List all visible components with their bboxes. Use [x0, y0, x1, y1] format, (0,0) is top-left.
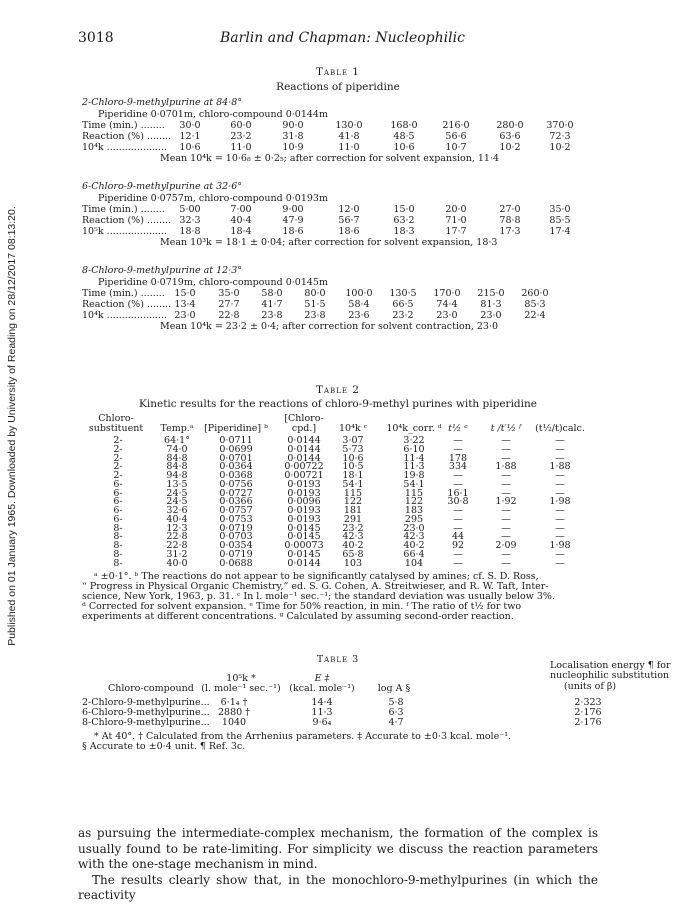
table-cell: 2-Chloro-9-methylpurine... — [82, 697, 210, 708]
table-cell: 6-Chloro-9-methylpurine... — [82, 707, 210, 718]
table-cell: 0·0719 — [219, 548, 253, 560]
table-cell: 183 — [404, 505, 424, 516]
table-cell: 0·0193 — [287, 513, 321, 525]
table-cell: — — [555, 470, 565, 481]
table-cell: 170·0 — [433, 288, 461, 300]
table-cell: 295 — [404, 513, 424, 525]
table-cell: 181 — [343, 505, 363, 516]
table-cell: 10·2 — [499, 141, 521, 153]
table-cell: — — [555, 505, 565, 516]
table-cell: 30·0 — [179, 120, 201, 132]
table-cell: 178 — [448, 452, 468, 464]
table-cell: 11·0 — [338, 141, 360, 153]
table-cell: 23·2 — [342, 522, 364, 534]
table-cell: 2880 † — [218, 707, 250, 718]
row-label: Time (min.) ........ — [82, 120, 165, 132]
table-cell: 66·5 — [392, 298, 414, 310]
block-heading: 8-Chloro-9-methylpurine at 12·3° — [82, 265, 243, 276]
table-cell: 215·0 — [477, 288, 505, 300]
table-cell: 130·5 — [389, 288, 417, 300]
table-cell: — — [555, 557, 565, 569]
table-cell: 10·6 — [179, 141, 201, 153]
table-cell: 31·2 — [166, 548, 188, 560]
block-concentrations: Piperidine 0·0701m, chloro-compound 0·0144m — [98, 109, 328, 121]
table-cell: 85·3 — [524, 298, 546, 310]
table-cell: 1·98 — [549, 540, 571, 551]
table-cell: — — [501, 513, 511, 525]
table-cell: 18·8 — [179, 225, 201, 237]
download-watermark-text: Published on 01 January 1965. Downloaded by University of Reading on 28/12/2017 08:13:20. — [6, 206, 18, 646]
table-cell: 15·0 — [174, 288, 196, 300]
table-cell: 17·4 — [549, 225, 571, 237]
table-cell: 35·0 — [218, 288, 240, 300]
table-cell: 18·6 — [282, 225, 304, 237]
table-cell: 66·4 — [403, 548, 425, 560]
table-cell: 40·0 — [166, 557, 188, 569]
table-cell: 0·0366 — [219, 496, 253, 508]
table-cell: 90·0 — [282, 120, 304, 132]
table-cell: 0·0144 — [287, 452, 321, 464]
table-cell: 122 — [343, 496, 363, 508]
table-cell: 35·0 — [549, 204, 571, 216]
column-header: [Chloro- — [284, 413, 324, 424]
table-cell: 6- — [113, 487, 123, 499]
footnote: experiments at different concentrations. ᵍ Calculated by assuming second-order reaction. — [82, 611, 514, 622]
table-cell: 18·3 — [393, 225, 415, 237]
table-cell: 84·8 — [166, 461, 188, 473]
table-cell: 0·0719 — [219, 522, 253, 534]
table-cell: 0·0688 — [219, 557, 253, 569]
row-label: Reaction (%) ........ — [82, 214, 172, 226]
table-cell: 11·0 — [230, 141, 252, 153]
footnote: ᵈ Corrected for solvent expansion. ᵉ Time for 50% reaction, in min. ᶠ The ratio of t½ for two — [82, 601, 522, 612]
table-cell: 122 — [404, 496, 424, 508]
table-cell: 47·9 — [282, 214, 304, 226]
running-title: Barlin and Chapman: Nucleophilic — [220, 30, 465, 46]
table-cell: 7·00 — [230, 204, 252, 216]
table-cell: — — [555, 548, 565, 560]
table-cell: — — [453, 443, 463, 455]
table-cell: 23·0 — [403, 522, 425, 534]
table-cell: 0·00073 — [284, 540, 324, 551]
column-header: [Piperidine] ᵇ — [204, 423, 268, 434]
table-cell: 17·7 — [445, 225, 467, 237]
table-cell: 1·88 — [495, 461, 517, 473]
table-cell: 51·5 — [304, 298, 326, 310]
table-cell: 63·2 — [393, 214, 415, 226]
table-cell: 22·8 — [218, 309, 240, 321]
table-cell: 2- — [113, 443, 123, 455]
page-number: 3018 — [78, 30, 114, 46]
table-cell: 10·7 — [445, 141, 467, 153]
table-cell: 8- — [113, 531, 123, 543]
column-header: (kcal. mole⁻¹) — [289, 683, 355, 694]
table-cell: 0·0727 — [219, 487, 253, 499]
table-cell: 15·0 — [393, 204, 415, 216]
table-cell: 81·3 — [480, 298, 502, 310]
table-cell: 8-Chloro-9-methylpurine... — [82, 717, 210, 728]
block-concentrations: Piperidine 0·0719m, chloro-compound 0·0145m — [98, 277, 328, 289]
table-cell: 334 — [448, 461, 468, 473]
table-cell: 94·8 — [166, 470, 188, 481]
table-cell: 2·323 — [574, 697, 602, 708]
table-cell: 0·0145 — [287, 531, 321, 543]
table-cell: 10·9 — [282, 141, 304, 153]
table-cell: 41·8 — [338, 130, 360, 142]
table-cell: — — [501, 522, 511, 534]
table-cell: 16·1 — [447, 487, 469, 499]
table-cell: 2- — [113, 461, 123, 473]
table-cell: — — [555, 478, 565, 490]
table-cell: 23·0 — [174, 309, 196, 321]
table-cell: 3·22 — [403, 435, 425, 446]
table-cell: 115 — [343, 487, 363, 499]
table-cell: 18·1 — [342, 470, 364, 481]
block-heading: 6-Chloro-9-methylpurine at 32·6° — [82, 181, 243, 192]
table1-caption: Reactions of piperidine — [276, 81, 400, 93]
table-cell: 6·10 — [403, 443, 425, 455]
table-cell: — — [501, 443, 511, 455]
table-cell: 31·8 — [282, 130, 304, 142]
table-cell: 0·00721 — [284, 470, 324, 481]
row-label: 10⁴k .................... — [82, 309, 168, 321]
table-cell: 280·0 — [496, 120, 524, 132]
footnote: ᵃ ±0·1°. ᵇ The reactions do not appear to be significantly catalysed by amines; cf. S. D. Ross, — [94, 571, 539, 582]
column-header: (units of β) — [563, 681, 617, 692]
table-cell: 8- — [113, 540, 123, 551]
table-cell: — — [453, 470, 463, 481]
table-cell: 100·0 — [345, 288, 373, 300]
table-cell: 1·98 — [549, 496, 571, 508]
table-cell: 56·7 — [338, 214, 360, 226]
table-cell: 11·3 — [403, 461, 425, 473]
table-cell: 32·6 — [166, 505, 188, 516]
column-header: Chloro- — [98, 413, 134, 424]
table-cell: 60·0 — [230, 120, 252, 132]
table-cell: 4·7 — [388, 717, 404, 728]
table-cell: 0·0753 — [219, 513, 253, 525]
table-cell: 41·7 — [261, 298, 283, 310]
table-cell: 44 — [451, 531, 465, 543]
table-cell: — — [501, 557, 511, 569]
table-cell: 23·2 — [392, 309, 414, 321]
table-cell: 0·0703 — [219, 531, 253, 543]
table-cell: 0·0145 — [287, 522, 321, 534]
table-cell: — — [501, 505, 511, 516]
column-header: t½ ᵉ — [448, 423, 468, 434]
table-cell: — — [453, 505, 463, 516]
column-header: 10⁴k_corr. ᵈ — [386, 423, 442, 434]
table-cell: 2- — [113, 470, 123, 481]
table-cell: 40·4 — [166, 513, 188, 525]
table-cell: 1·92 — [495, 496, 517, 508]
table-cell: 72·3 — [549, 130, 571, 142]
row-label: Reaction (%) ........ — [82, 130, 172, 142]
table3-label: Table 3 — [316, 654, 360, 665]
table-cell: 130·0 — [335, 120, 363, 132]
table-cell: 104 — [404, 557, 424, 569]
table-cell: 48·5 — [393, 130, 415, 142]
table-cell: 0·0144 — [287, 435, 321, 446]
table-cell: 22·8 — [166, 540, 188, 551]
table-cell: 74·4 — [436, 298, 458, 310]
table-cell: 1·88 — [549, 461, 571, 473]
row-label: 10⁵k .................... — [82, 225, 168, 237]
table-cell: 0·0144 — [287, 557, 321, 569]
table-cell: 6·3 — [388, 707, 404, 718]
table-cell: 1040 — [221, 717, 247, 728]
column-header: substituent — [88, 423, 144, 434]
table-cell: — — [501, 478, 511, 490]
table-cell: 20·0 — [445, 204, 467, 216]
table-cell: 6- — [113, 478, 123, 490]
column-header: cpd.] — [291, 423, 317, 434]
column-header: nucleophilic substitution — [550, 670, 670, 681]
table-cell: 12·0 — [338, 204, 360, 216]
table-cell: 0·0756 — [219, 478, 253, 490]
table-cell: 11·4 — [403, 452, 425, 464]
row-label: 10⁴k .................... — [82, 141, 168, 153]
table-cell: 85·5 — [549, 214, 571, 226]
table-cell: 8- — [113, 522, 123, 534]
table-cell: 9·00 — [282, 204, 304, 216]
table-cell: 216·0 — [442, 120, 470, 132]
table-cell: 23·8 — [261, 309, 283, 321]
table-cell: 0·0145 — [287, 548, 321, 560]
column-header: (t½/t)calc. — [535, 423, 585, 434]
table-cell: 2- — [113, 452, 123, 464]
block-heading: 2-Chloro-9-methylpurine at 84·8° — [82, 97, 243, 108]
table-cell: — — [501, 470, 511, 481]
column-header: E ‡ — [314, 673, 330, 684]
block-mean: Mean 10³k = 18·1 ± 0·04; after correction for solvent expansion, 18·3 — [160, 237, 498, 249]
table-cell: 0·0193 — [287, 478, 321, 490]
table-cell: 23·8 — [304, 309, 326, 321]
table-cell: 27·0 — [499, 204, 521, 216]
table-cell: 92 — [451, 540, 465, 551]
table-cell: 65·8 — [342, 548, 364, 560]
table-cell: 18·4 — [230, 225, 252, 237]
table-cell: 23·0 — [480, 309, 502, 321]
table-cell: 17·3 — [499, 225, 521, 237]
table-cell: 78·8 — [499, 214, 521, 226]
column-header: 10⁵k * — [226, 673, 256, 684]
table-cell: — — [501, 435, 511, 446]
table-cell: 6·1₄ † — [220, 697, 248, 708]
table-cell: 0·0193 — [287, 505, 321, 516]
table-cell: 0·00722 — [284, 461, 324, 473]
row-label: Time (min.) ........ — [82, 204, 165, 216]
table-cell: 32·3 — [179, 214, 201, 226]
table-cell: 24·5 — [166, 487, 188, 499]
table-cell: — — [555, 435, 565, 446]
table-cell: 54·1 — [342, 478, 364, 490]
table-cell: 64·1° — [164, 435, 190, 446]
table-cell: 22·8 — [166, 531, 188, 543]
table-cell: 2·176 — [574, 717, 602, 728]
table2-label: Table 2 — [316, 384, 360, 396]
table-cell: 0·0364 — [219, 461, 253, 473]
table-cell: 84·8 — [166, 452, 188, 464]
table-cell: 0·0701 — [219, 452, 253, 464]
table-cell: 115 — [404, 487, 424, 499]
table-cell: — — [555, 513, 565, 525]
table-cell: 58·4 — [348, 298, 370, 310]
table-cell: — — [501, 548, 511, 560]
table-cell: 40·4 — [230, 214, 252, 226]
table-cell: — — [453, 478, 463, 490]
table-cell: 27·7 — [218, 298, 240, 310]
table-cell: 23·2 — [230, 130, 252, 142]
table-cell: — — [453, 513, 463, 525]
table-cell: 54·1 — [403, 478, 425, 490]
table-cell: 2- — [113, 435, 123, 446]
table-cell: 23·0 — [436, 309, 458, 321]
table-cell: 5·00 — [179, 204, 201, 216]
table-cell: 13·4 — [174, 298, 196, 310]
table-cell: 0·0354 — [219, 540, 253, 551]
table-cell: 370·0 — [546, 120, 574, 132]
table-cell: 0·0096 — [287, 496, 321, 508]
table-cell: 18·6 — [338, 225, 360, 237]
footnote: “ Progress in Physical Organic Chemistry,” ed. S. G. Cohen, A. Streitwieser, and R. W. Taft, Inter- — [82, 581, 549, 592]
table-cell: 6- — [113, 496, 123, 508]
table-cell: 0·0368 — [219, 470, 253, 481]
table-cell: 30·8 — [447, 496, 469, 508]
table-cell: — — [453, 522, 463, 534]
column-header: 10⁴k ᶜ — [339, 423, 367, 434]
table-cell: 10·6 — [342, 452, 364, 464]
table-cell: 22·4 — [524, 309, 546, 321]
table-cell: 24·5 — [166, 496, 188, 508]
block-concentrations: Piperidine 0·0757m, chloro-compound 0·0193m — [98, 193, 328, 205]
body-text — [78, 826, 598, 904]
footnote: science, New York, 1963, p. 31. ᶜ In l. mole⁻¹ sec.⁻¹; the standard deviation was usually below 3%. — [82, 591, 555, 602]
table-cell: 3·07 — [342, 435, 364, 446]
table-cell: 10·5 — [342, 461, 364, 473]
table-cell: 40·2 — [342, 540, 364, 551]
table-cell: 42·3 — [403, 531, 425, 543]
column-header: t /t′½ ᶠ — [490, 423, 522, 434]
table-cell: 40·2 — [403, 540, 425, 551]
table-cell: 10·2 — [549, 141, 571, 153]
table1-label: Table 1 — [316, 66, 360, 78]
column-header: Localisation energy ¶ for — [550, 660, 671, 671]
row-label: Reaction (%) ........ — [82, 298, 172, 310]
table-cell: 74·0 — [166, 443, 188, 455]
table-cell: — — [501, 531, 511, 543]
table-cell: 42·3 — [342, 531, 364, 543]
table-cell: 291 — [343, 513, 363, 525]
table-cell: — — [453, 557, 463, 569]
body-paragraph: as pursuing the intermediate-complex mechanism, the formation of the complex is usually found to be rate-limiting. For simplicity we discuss the reaction parameters with the one-stage mechanism in mind. — [78, 826, 598, 872]
table-cell: 260·0 — [521, 288, 549, 300]
table-cell: 0·0757 — [219, 505, 253, 516]
table-cell: — — [501, 487, 511, 499]
table-cell: 13·5 — [166, 478, 188, 490]
table-cell: 10·6 — [393, 141, 415, 153]
table-cell: 56·6 — [445, 130, 467, 142]
body-paragraph: The results clearly show that, in the monochloro-9-methylpurines (in which the reactivity — [78, 872, 598, 903]
table-cell: — — [555, 522, 565, 534]
block-mean: Mean 10⁴k = 23·2 ± 0·4; after correction for solvent contraction, 23·0 — [160, 321, 499, 333]
table-cell: 80·0 — [304, 288, 326, 300]
column-header: Chloro-compound — [108, 683, 194, 694]
table-cell: — — [555, 487, 565, 499]
table2-caption: Kinetic results for the reactions of chloro-9-methyl purines with piperidine — [139, 398, 537, 410]
table-cell: 71·0 — [445, 214, 467, 226]
table-cell: 0·0193 — [287, 487, 321, 499]
table-cell: — — [555, 452, 565, 464]
table-cell: 0·0711 — [219, 435, 253, 446]
table-cell: 0·0144 — [287, 443, 321, 455]
table-cell: 58·0 — [261, 288, 283, 300]
table-cell: 5·8 — [388, 697, 404, 708]
table-cell: — — [555, 443, 565, 455]
table-cell: 63·6 — [499, 130, 521, 142]
table-cell: 0·0699 — [219, 443, 253, 455]
row-label: Time (min.) ........ — [82, 288, 165, 300]
table-cell: 103 — [343, 557, 363, 569]
table-cell: 2·09 — [495, 540, 517, 551]
table-cell: 6- — [113, 513, 123, 525]
table-cell: — — [453, 435, 463, 446]
table-cell: — — [501, 452, 511, 464]
table-cell: 12·1 — [179, 130, 201, 142]
footnote: § Accurate to ±0·4 unit. ¶ Ref. 3c. — [82, 741, 246, 752]
column-header: Temp.ᵃ — [160, 423, 194, 434]
column-header: (l. mole⁻¹ sec.⁻¹) — [201, 683, 281, 694]
table-cell: 168·0 — [390, 120, 418, 132]
block-mean: Mean 10⁴k = 10·6₈ ± 0·2₅; after correction for solvent expansion, 11·4 — [160, 153, 500, 165]
table-cell: 11·3 — [311, 707, 333, 718]
table-cell: 8- — [113, 548, 123, 560]
table-cell: 19·8 — [403, 470, 425, 481]
table-cell: 23·6 — [348, 309, 370, 321]
table-cell: 5·73 — [342, 443, 364, 455]
table-cell: 2·176 — [574, 707, 602, 718]
table-cell: 6- — [113, 505, 123, 516]
footnote: * At 40°. † Calculated from the Arrhenius parameters. ‡ Accurate to ±0·3 kcal. mole⁻¹. — [94, 731, 512, 742]
table-cell: — — [555, 531, 565, 543]
table-cell: 8- — [113, 557, 123, 569]
table-cell: 12·3 — [166, 522, 188, 534]
table-cell: 14·4 — [311, 697, 333, 708]
table-cell: 9·6₄ — [312, 717, 332, 728]
table-cell: — — [453, 548, 463, 560]
column-header: log A § — [377, 683, 411, 694]
